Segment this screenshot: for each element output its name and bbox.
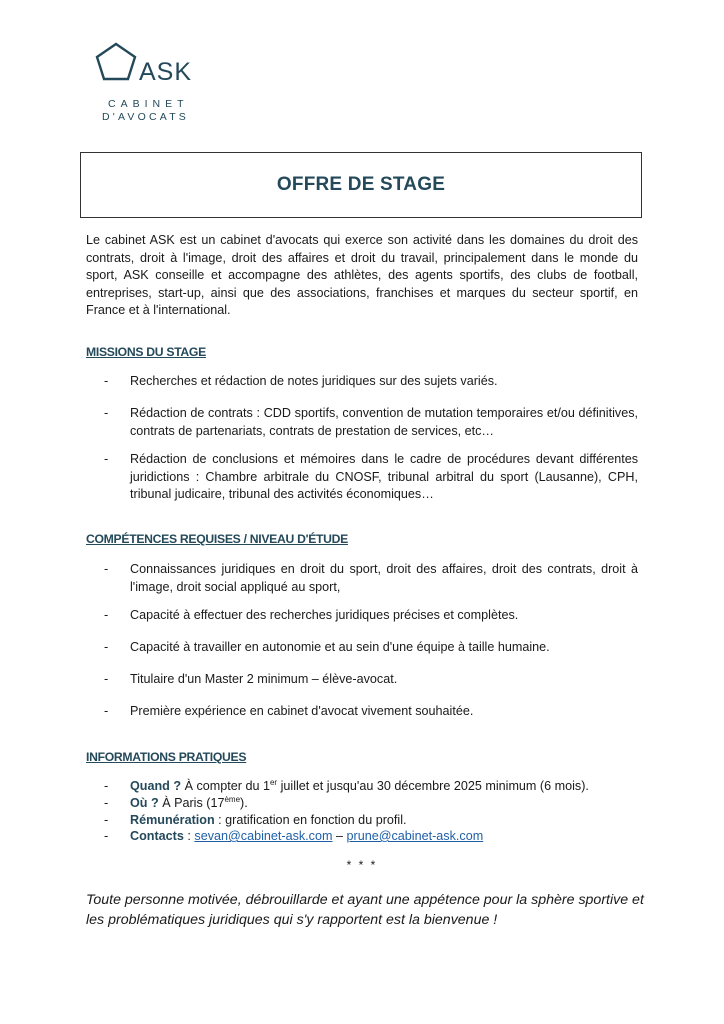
info-item-remuneration [104,812,638,830]
bullet-dash: - [104,452,109,466]
logo-subtitle-line2: D'AVOCATS [102,111,190,123]
competence-text: Capacité à effectuer des recherches juridiques précises et complètes. [130,608,519,622]
bullet-dash: - [104,562,109,576]
page-title: OFFRE DE STAGE [276,174,446,195]
mission-text: Rédaction de conclusions et mémoires dans le cadre de procédures devant différentes juridictions : Chambre arbitrale du CNOSF, tribunal arbitral du sport (Lausanne), CPH, tribunal judicaire, tribunal des activités économiques… [130,452,638,502]
email-link-sevan[interactable]: sevan@cabinet-ask.com [194,829,333,843]
bullet-dash: - [104,796,109,810]
competence-text: Titulaire d'un Master 2 minimum – élève-avocat. [130,672,398,686]
competence-text: Capacité à travailler en autonomie et au sein d'une équipe à taille humaine. [130,640,550,654]
title-box [80,152,642,218]
missions-heading: MISSIONS DU STAGE [86,345,206,359]
mission-text: Rédaction de contrats : CDD sportifs, convention de mutation temporaires et/ou définitives, contrats de partenariats, contrats de prestation de services, etc… [130,406,638,438]
quand-label: Quand ? [130,779,182,793]
logo-wordmark: ASK [139,58,193,86]
bullet-dash: - [104,608,109,622]
logo-subtitle-line1: CABINET [108,98,189,110]
competence-item [104,703,638,721]
mission-item [104,373,638,391]
contacts-label: Contacts [130,829,184,843]
pentagon-logo-icon [94,42,138,82]
intro-paragraph: Le cabinet ASK est un cabinet d'avocats qui exerce son activité dans les domaines du droit des contrats, droit à l'image, droit des affaires et droit du travail, principalement dans le monde du sport, ASK conseille et accompagne des athlètes, des agents sportifs, des clubs de football, entreprises, start-up, ainsi que des associations, franchises et marques du secteur sportif, en France et à l'international. [86,233,638,318]
ou-label: Où ? [130,796,159,810]
bullet-dash: - [104,779,109,793]
ou-sup: ème [224,794,241,804]
quand-text-b: juillet et jusqu'au 30 décembre 2025 minimum (6 mois). [277,779,589,793]
bullet-dash: - [104,829,109,843]
contacts-sep: : [183,829,195,843]
competence-text: Première expérience en cabinet d'avocat vivement souhaitée. [130,704,474,718]
mission-item [104,451,638,504]
info-item-quand [104,778,638,796]
infos-heading: INFORMATIONS PRATIQUES [86,750,247,764]
mission-text: Recherches et rédaction de notes juridiques sur des sujets variés. [130,374,498,388]
quand-sup: er [269,777,278,787]
contacts-sep: – [332,829,347,843]
info-item-contacts [104,828,638,846]
bullet-dash: - [104,672,109,686]
competence-item [104,561,638,596]
ou-text-b: ). [240,796,248,810]
competence-item [104,671,638,689]
email-link-prune[interactable]: prune@cabinet-ask.com [346,829,484,843]
separator-stars: * * * [346,858,378,872]
mission-item [104,405,638,440]
competence-text: Connaissances juridiques en droit du sport, droit des affaires, droit des contrats, droit à l'image, droit social appliqué au sport, [130,562,638,594]
competences-heading: COMPÉTENCES REQUISES / NIVEAU D'ÉTUDE [86,532,348,546]
bullet-dash: - [104,406,109,420]
bullet-dash: - [104,374,109,388]
quand-text-a: À compter du 1 [184,779,270,793]
ask-logo [94,42,224,122]
competence-item [104,639,638,657]
remuneration-text: : gratification en fonction du profil. [214,813,407,827]
ou-text-a: À Paris (17 [162,796,225,810]
closing-statement: Toute personne motivée, débrouillarde et ayant une appétence pour la sphère sportive et les problématiques juridiques qui s'y rapportent est la bienvenue ! [86,892,644,928]
bullet-dash: - [104,704,109,718]
competence-item [104,607,638,625]
bullet-dash: - [104,640,109,654]
info-item-ou [104,795,638,813]
remuneration-label: Rémunération [130,813,215,827]
bullet-dash: - [104,813,109,827]
